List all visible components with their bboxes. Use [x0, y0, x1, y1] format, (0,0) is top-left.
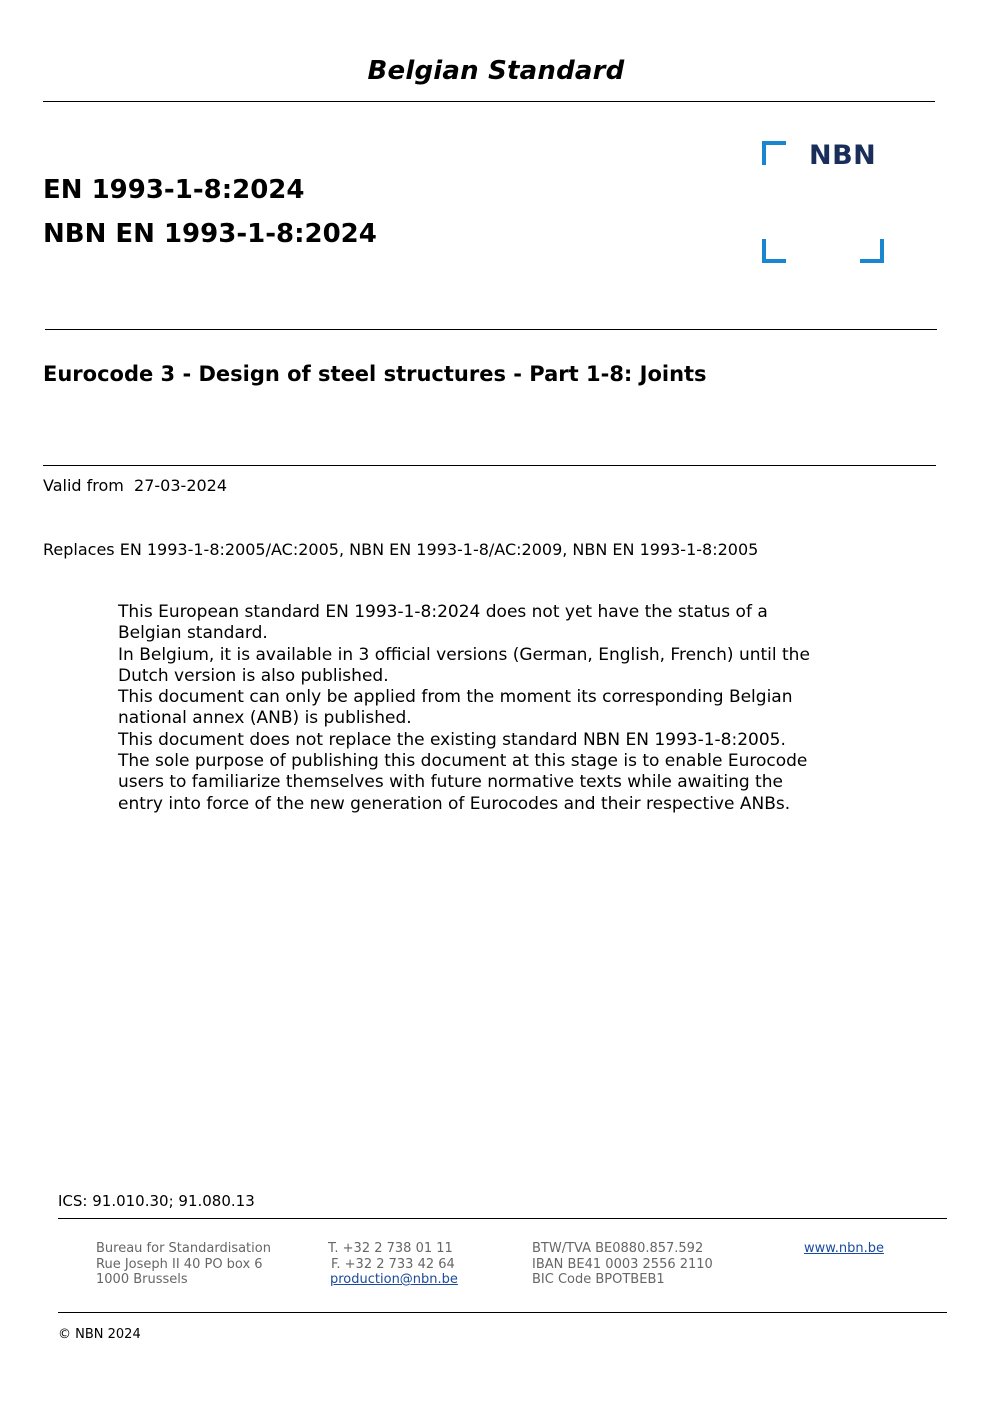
- divider: [43, 465, 936, 466]
- replaces-text: Replaces EN 1993-1-8:2005/AC:2005, NBN EN 1993-1-8/AC:2009, NBN EN 1993-1-8:2005: [43, 540, 759, 559]
- footer-address: [96, 1241, 271, 1288]
- logo-corner-icon: [860, 239, 884, 263]
- bic-code: BIC Code BPOTBEB1: [532, 1272, 665, 1287]
- notice-line: This document can only be applied from the moment its corresponding Belgian: [118, 687, 793, 708]
- notice-line: Dutch version is also published.: [118, 665, 389, 686]
- notice-line: This document does not replace the existing standard NBN EN 1993-1-8:2005.: [118, 729, 786, 750]
- notice-line: national annex (ANB) is published.: [118, 708, 412, 729]
- copyright: © NBN 2024: [58, 1327, 141, 1342]
- standard-code-nbn: NBN EN 1993-1-8:2024: [43, 219, 377, 249]
- logo-text: NBN: [809, 140, 877, 171]
- vat-number: BTW/TVA BE0880.857.592: [532, 1241, 704, 1256]
- iban-number: IBAN BE41 0003 2556 2110: [532, 1256, 713, 1272]
- ics-codes: ICS: 91.010.30; 91.080.13: [58, 1192, 255, 1210]
- notice-line: This European standard EN 1993-1-8:2024 does not yet have the status of a: [118, 602, 768, 622]
- document-title: Eurocode 3 - Design of steel structures - Part 1-8: Joints: [43, 362, 707, 386]
- phone-number: T. +32 2 738 01 11: [328, 1241, 453, 1256]
- nbn-logo: [762, 141, 886, 263]
- footer-contact: [328, 1241, 458, 1288]
- status-notice: [118, 602, 878, 815]
- validity-date: 27-03-2024: [134, 476, 228, 495]
- validity-label: Valid from: [43, 476, 124, 495]
- footer-banking: [532, 1241, 713, 1288]
- footer-web: [804, 1241, 884, 1257]
- notice-line: Belgian standard.: [118, 623, 268, 644]
- fax-number: F. +32 2 733 42 64: [331, 1256, 455, 1272]
- divider: [43, 101, 935, 102]
- address-line: 1000 Brussels: [96, 1272, 188, 1287]
- document-type: Belgian Standard: [367, 56, 625, 86]
- notice-line: The sole purpose of publishing this document at this stage is to enable Eurocode: [118, 751, 808, 772]
- logo-corner-icon: [762, 141, 786, 165]
- address-line: Bureau for Standardisation: [96, 1241, 271, 1256]
- website-link[interactable]: www.nbn.be: [804, 1241, 884, 1256]
- notice-line: entry into force of the new generation of Eurocodes and their respective ANBs.: [118, 793, 791, 814]
- divider: [45, 329, 937, 330]
- standard-code-en: EN 1993-1-8:2024: [43, 175, 305, 205]
- validity: [43, 476, 227, 495]
- notice-line: users to familiarize themselves with future normative texts while awaiting the: [118, 772, 783, 793]
- email-link[interactable]: production@nbn.be: [330, 1272, 458, 1287]
- address-line: Rue Joseph II 40 PO box 6: [96, 1256, 263, 1272]
- notice-line: In Belgium, it is available in 3 official versions (German, English, French) until the: [118, 644, 810, 665]
- divider: [58, 1218, 947, 1219]
- logo-corner-icon: [762, 239, 786, 263]
- divider: [58, 1312, 947, 1313]
